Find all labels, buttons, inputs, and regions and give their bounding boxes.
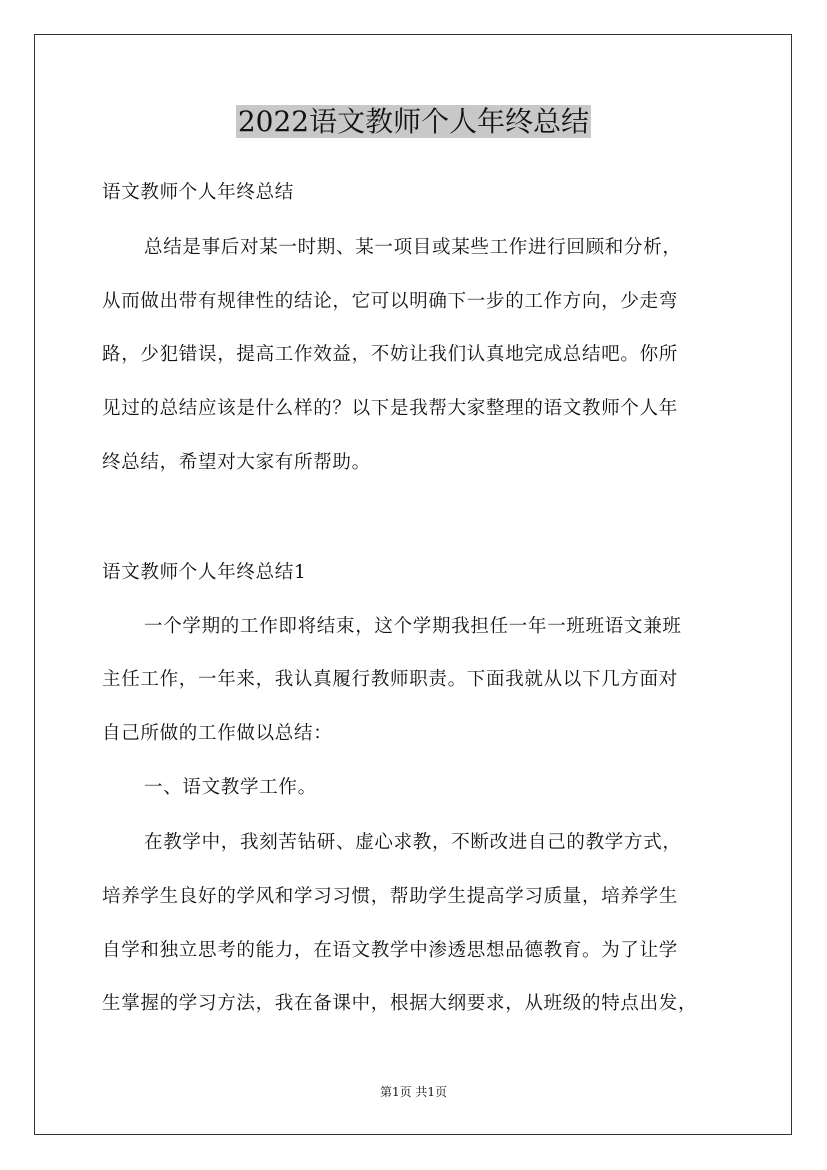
section1b-line-3: 自学和独立思考的能力，在语文教学中渗透思想品德教育。为了让学 (102, 940, 679, 961)
intro-line-4: 见过的总结应该是什么样的？以下是我帮大家整理的语文教师个人年 (102, 398, 679, 419)
intro-line-3: 路，少犯错误，提高工作效益，不妨让我们认真地完成总结吧。你所 (102, 344, 679, 365)
section1-line-2: 主任工作，一年来，我认真履行教师职责。下面我就从以下几方面对 (102, 669, 679, 690)
section1-line-3: 自己所做的工作做以总结： (102, 723, 333, 744)
section1b-line-4: 生掌握的学习方法，我在备课中，根据大纲要求，从班级的特点出发， (102, 993, 698, 1014)
intro-line-2: 从而做出带有规律性的结论，它可以明确下一步的工作方向，少走弯 (102, 291, 679, 312)
intro-line-5: 终总结，希望对大家有所帮助。 (102, 452, 371, 473)
title-text: 2022语文教师个人年终总结 (237, 105, 590, 138)
page-footer: 第1页 共1页 (379, 1085, 448, 1099)
subheading-1: 一、语文教学工作。 (144, 777, 317, 798)
section1-line-1: 一个学期的工作即将结束，这个学期我担任一年一班班语文兼班 (144, 616, 682, 637)
section1b-line-2: 培养学生良好的学风和学习习惯，帮助学生提高学习质量，培养学生 (102, 886, 679, 907)
intro-line-1: 总结是事后对某一时期、某一项目或某些工作进行回顾和分析， (144, 237, 682, 258)
document-title (0, 100, 827, 144)
section1b-line-1: 在教学中，我刻苦钻研、虚心求教，不断改进自己的教学方式， (144, 832, 682, 853)
subtitle: 语文教师个人年终总结 (102, 182, 295, 203)
section1-heading: 语文教师个人年终总结1 (102, 562, 307, 583)
